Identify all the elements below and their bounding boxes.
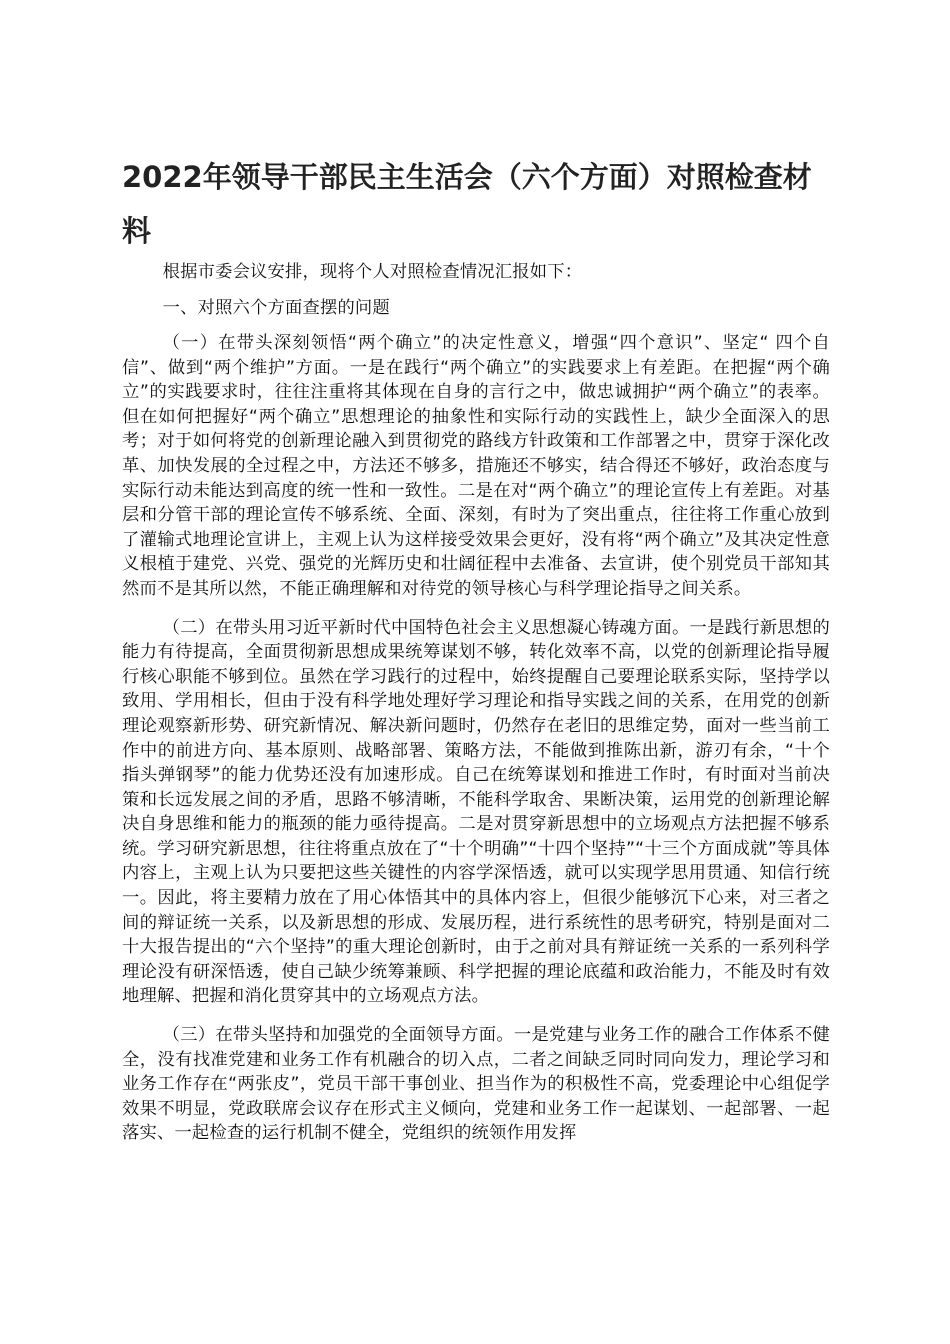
paragraph-item-2: （二）在带头用习近平新时代中国特色社会主义思想凝心铸魂方面。一是践行新思想的能力有待提高，全面贯彻新思想成果统筹谋划不够，转化效率不高，以党的创新理论指导履行核心职能不够到位。虽然在学习践行的过程中，始终提醒自己要理论联系实际，坚持学以致用、学用相长，但由于没有科学地处理好学习理论和指导实践之间的关系，在用党的创新理论观察新形势、研究新情况、解决新问题时，仍然存在老旧的思维定势，面对一些当前工作中的前进方向、基本原则、战略部署、策略方法，不能做到推陈出新，游刃有余，“十个指头弹钢琴”的能力优势还没有加速形成。自己在统筹谋划和推进工作时，有时面对当前决策和长远发展之间的矛盾，思路不够清晰，不能科学取舍、果断决策，运用党的创新理论解决自身思维和能力的瓶颈的能力亟待提高。二是对贯穿新思想中的立场观点方法把握不够系统。学习研究新思想，往往将重点放在了“十个明确”“十四个坚持”“十三个方面成就”等具体内容上，主观上认为只要把这些关键性的内容学深悟透，就可以实现学思用贯通、知信行统一。因此，将主要精力放在了用心体悟其中的具体内容上，但很少能够沉下心来，对三者之间的辩证统一关系，以及新思想的形成、发展历程，进行系统性的思考研究，特别是面对二十大报告提出的“六个坚持”的重大理论创新时，由于之前对具有辩证统一关系的一系列科学理论没有研深悟透，使自己缺少统筹兼顾、科学把握的理论底蕴和政治能力，不能及时有效地理解、把握和消化贯穿其中的立场观点方法。 — [122, 617, 830, 1007]
paragraph-item-3: （三）在带头坚持和加强党的全面领导方面。一是党建与业务工作的融合工作体系不健全，没有找准党建和业务工作有机融合的切入点，二者之间缺乏同时同向发力，理论学习和业务工作存在“两张皮”，党员干部干事创业、担当作为的积极性不高，党委理论中心组促学效果不明显，党政联席会议存在形式主义倾向，党建和业务工作一起谋划、一起部署、一起落实、一起检查的运行机制不健全，党组织的统领作用发挥 — [122, 1025, 830, 1144]
intro-paragraph: 根据市委会议安排，现将个人对照检查情况汇报如下： — [162, 262, 583, 282]
document-body — [122, 258, 830, 1146]
section-heading: 一、对照六个方面查摆的问题 — [162, 298, 390, 318]
paragraph-item-1: （一）在带头深刻领悟“两个确立”的决定性意义，增强“四个意识”、坚定“ 四个自信”、做到“两个维护”方面。一是在践行“两个确立”的实践要求上有差距。在把握“两个确立”的实践要求时，往往注重将其体现在自身的言行之中，做忠诚拥护“两个确立”的表率。但在如何把握好“两个确立”思想理论的抽象性和实际行动的实践性上，缺少全面深入的思考；对于如何将党的创新理论融入到贯彻党的路线方针政策和工作部署之中，贯穿于深化改革、加快发展的全过程之中，方法还不够多，措施还不够实，结合得还不够好，政治态度与实际行动未能达到高度的统一性和一致性。二是在对“两个确立”的理论宣传上有差距。对基层和分管干部的理论宣传不够系统、全面、深刻，有时为了突出重点，往往将工作重心放到了灌输式地理论宣讲上，主观上认为这样接受效果会更好，没有将“两个确立”及其决定性意义根植于建党、兴党、强党的光辉历史和壮阔征程中去准备、去宣讲，使个别党员干部知其然而不是其所以然，不能正确理解和对待党的领导核心与科学理论指导之间关系。 — [122, 333, 830, 599]
document-title: 2022年领导干部民主生活会（六个方面）对照检查材料 — [122, 160, 812, 248]
